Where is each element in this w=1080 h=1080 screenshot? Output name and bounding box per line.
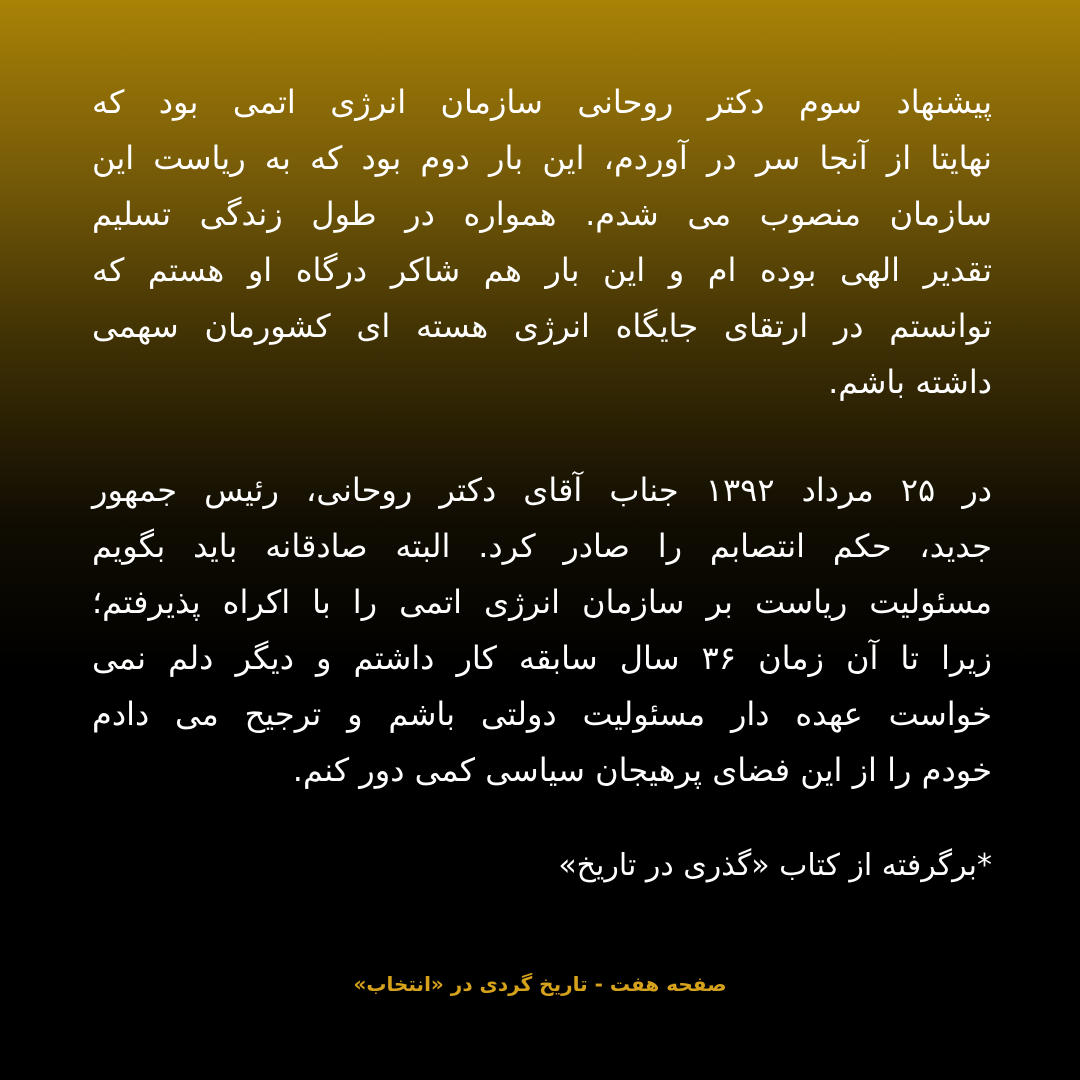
source-note: *برگرفته از کتاب «گذری در تاریخ» <box>558 848 992 883</box>
paragraph-1 <box>92 74 992 410</box>
paragraph-line: پیشنهاد سوم دکتر روحانی سازمان انرژی اتمی بود که <box>92 83 992 121</box>
page-footer: صفحه هفت - تاریخ گردی در «انتخاب» <box>353 972 727 996</box>
paragraph-line: مسئولیت ریاست بر سازمان انرژی اتمی را با اکراه پذیرفتم؛ <box>92 583 992 621</box>
paragraph-line: تقدیر الهی بوده ام و این بار هم شاکر درگاه او هستم که <box>92 251 992 289</box>
paragraph-line: خواست عهده دار مسئولیت دولتی باشم و ترجیح می دادم <box>92 695 992 733</box>
paragraph-line: سازمان منصوب می شدم. همواره در طول زندگی تسلیم <box>92 195 992 233</box>
paragraph-line: توانستم در ارتقای جایگاه انرژی هسته ای کشورمان سهمی <box>92 307 992 345</box>
paragraph-line: خودم را از این فضای پرهیجان سیاسی کمی دور کنم. <box>292 751 992 789</box>
paragraph-line: زیرا تا آن زمان ۳۶ سال سابقه کار داشتم و دیگر دلم نمی <box>92 639 993 677</box>
paragraph-line: در ۲۵ مرداد ۱۳۹۲ جناب آقای دکتر روحانی، رئیس جمهور <box>92 471 993 509</box>
paragraph-line: جدید، حکم انتصابم را صادر کرد. البته صادقانه باید بگویم <box>92 527 992 565</box>
paragraph-line: داشته باشم. <box>828 363 992 401</box>
paragraph-line: نهایتا از آنجا سر در آوردم، این بار دوم بود که به ریاست این <box>92 139 992 177</box>
paragraph-2 <box>92 462 992 798</box>
